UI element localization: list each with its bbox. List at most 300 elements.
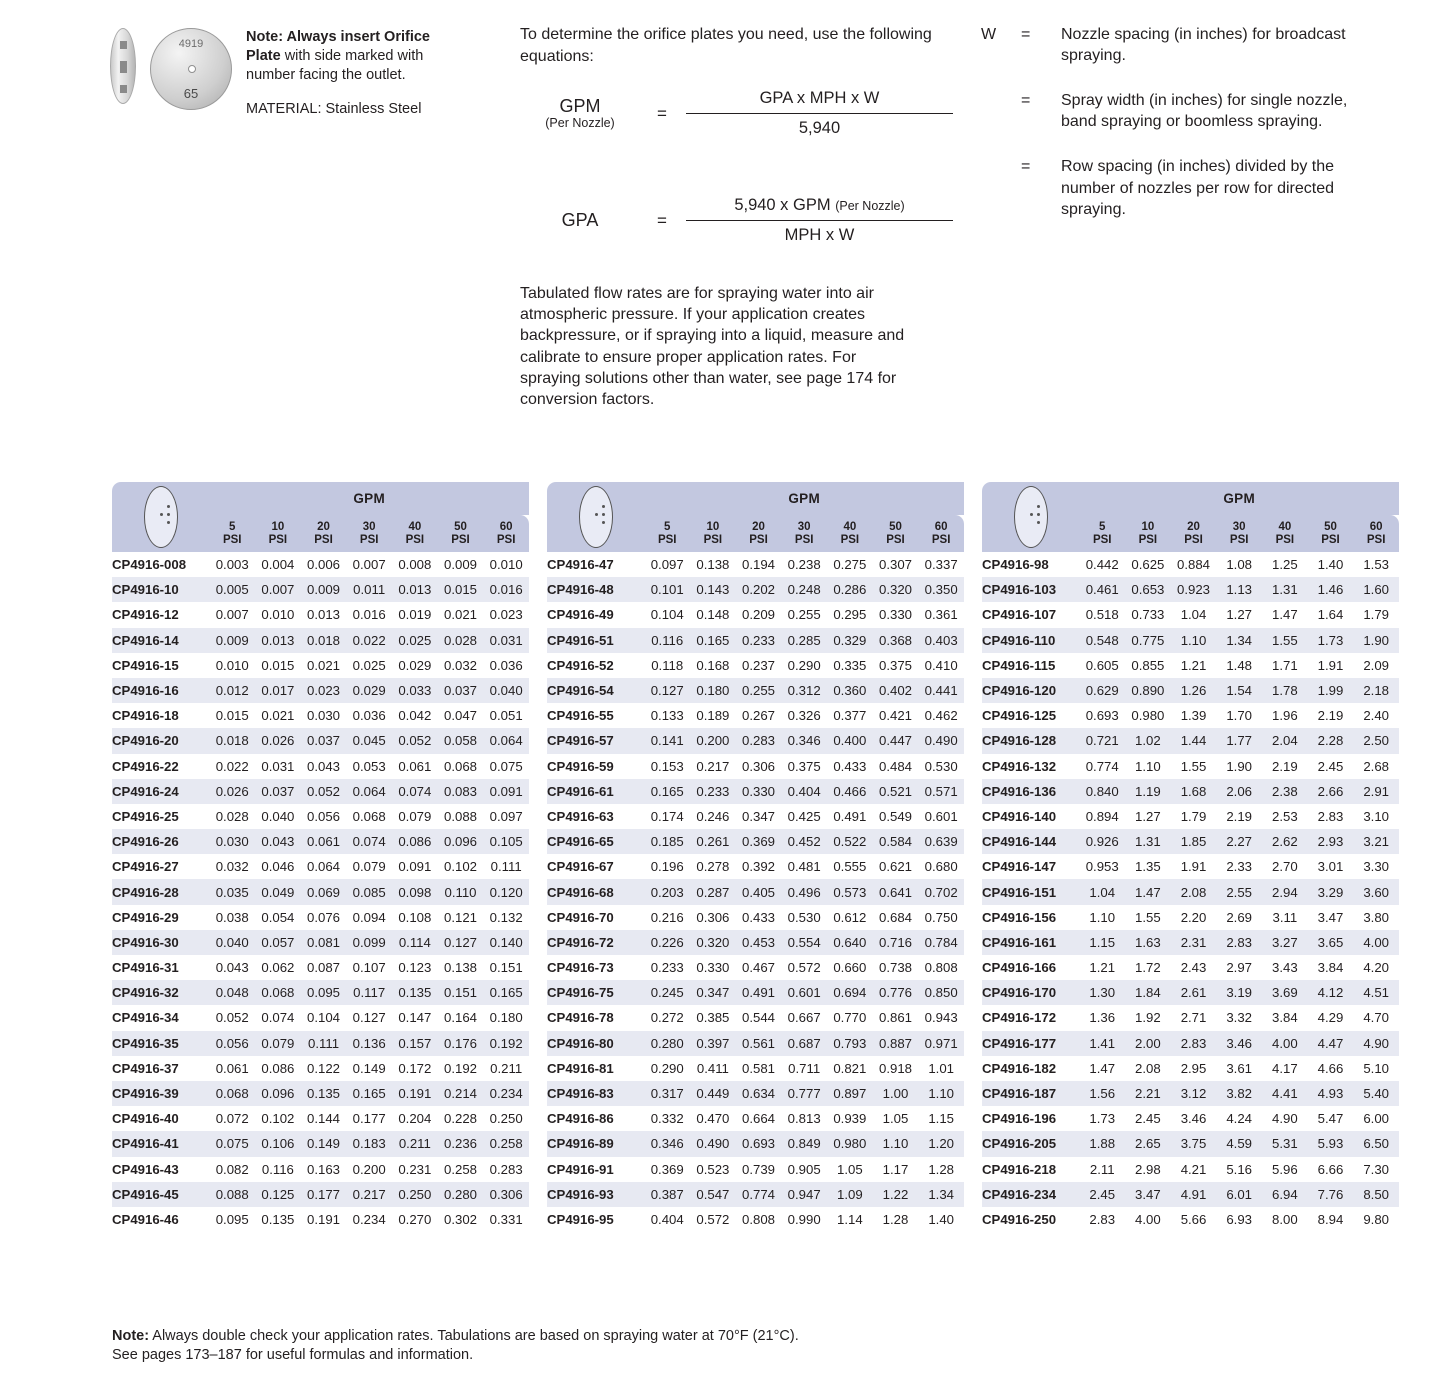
part-number: CP4916-170: [982, 980, 1079, 1005]
table-row: [982, 779, 1399, 804]
footer-note-bold: Note:: [112, 1327, 150, 1344]
part-number: CP4916-91: [547, 1161, 614, 1177]
flow-value-60psi: 3.60: [1353, 879, 1399, 904]
part-number: CP4916-18: [112, 708, 179, 724]
flow-value-60psi: 0.036: [489, 657, 523, 673]
flow-value-5psi: 0.233: [650, 960, 684, 976]
flow-value-50psi: 5.47: [1317, 1111, 1344, 1127]
flow-value-20psi: 0.405: [736, 879, 782, 904]
flow-value-30psi: 2.33: [1226, 859, 1253, 875]
gpm-label: GPM: [559, 96, 601, 117]
flow-value-30psi: 1.54: [1216, 678, 1262, 703]
flow-value-5psi: 2.83: [1089, 1211, 1116, 1227]
flow-value-60psi: 0.403: [918, 628, 964, 653]
flow-value-50psi: 0.402: [873, 678, 919, 703]
table-row: [982, 678, 1399, 703]
part-number: CP4916-32: [112, 980, 209, 1005]
note-body: with side marked with number facing the outlet.: [246, 48, 424, 84]
flow-value-30psi: 0.425: [787, 808, 821, 824]
table-row: [982, 1157, 1399, 1182]
flow-value-20psi: 2.20: [1180, 909, 1207, 925]
part-number: CP4916-26: [112, 829, 209, 854]
flow-value-20psi: 0.634: [736, 1081, 782, 1106]
flow-value-50psi: 0.320: [873, 577, 919, 602]
flow-value-20psi: 0.018: [301, 628, 347, 653]
flow-value-5psi: 0.009: [209, 628, 255, 653]
flow-value-20psi: 2.31: [1171, 930, 1217, 955]
flow-value-50psi: 1.73: [1308, 628, 1354, 653]
table-row: [982, 653, 1399, 678]
part-number: CP4916-95: [547, 1211, 614, 1227]
part-number: CP4916-73: [547, 960, 614, 976]
flow-value-10psi: 0.007: [255, 577, 301, 602]
flow-value-50psi: 2.45: [1317, 758, 1344, 774]
flow-value-60psi: 0.702: [918, 879, 964, 904]
flow-value-30psi: 0.036: [352, 708, 386, 724]
part-number: CP4916-49: [547, 607, 614, 623]
table-row: [982, 1131, 1399, 1156]
flow-value-40psi: 3.69: [1262, 980, 1308, 1005]
flow-value-60psi: 0.410: [924, 657, 958, 673]
flow-value-60psi: 1.10: [918, 1081, 964, 1106]
flow-value-40psi: 0.295: [833, 607, 867, 623]
flow-value-40psi: 1.31: [1262, 577, 1308, 602]
flow-value-60psi: 3.80: [1363, 909, 1389, 925]
flow-value-5psi: 0.052: [215, 1010, 249, 1026]
part-number: CP4916-147: [982, 859, 1057, 875]
w-equals-1: =: [1021, 26, 1031, 43]
flow-value-30psi: 0.530: [787, 909, 821, 925]
flow-value-30psi: 0.085: [346, 879, 392, 904]
table-row: [112, 804, 529, 829]
flow-value-50psi: 0.684: [878, 909, 912, 925]
flow-value-5psi: 2.11: [1089, 1161, 1115, 1177]
flow-value-10psi: 0.233: [690, 779, 736, 804]
table-row: [112, 628, 529, 653]
psi-header-60: 60 PSI: [918, 515, 964, 552]
flow-value-40psi: 0.157: [392, 1031, 438, 1056]
flow-value-10psi: 0.017: [255, 678, 301, 703]
flow-value-30psi: 0.029: [346, 678, 392, 703]
flow-value-20psi: 2.83: [1171, 1031, 1217, 1056]
flow-value-10psi: 2.65: [1125, 1131, 1171, 1156]
table-row: [547, 980, 964, 1005]
part-number: CP4916-93: [547, 1182, 644, 1207]
flow-value-40psi: 0.019: [398, 607, 432, 623]
flow-value-40psi: 3.84: [1272, 1010, 1298, 1026]
flow-value-40psi: 1.09: [827, 1182, 873, 1207]
flow-value-60psi: 1.34: [918, 1182, 964, 1207]
flow-value-50psi: 3.65: [1308, 930, 1354, 955]
flow-value-30psi: 0.496: [781, 879, 827, 904]
part-number: CP4916-120: [982, 678, 1079, 703]
flow-value-40psi: 0.433: [833, 758, 867, 774]
flow-value-30psi: 3.82: [1216, 1081, 1262, 1106]
psi-header-60: 60 PSI: [483, 515, 529, 552]
flow-value-10psi: 0.306: [696, 909, 730, 925]
flow-value-50psi: 1.05: [882, 1111, 909, 1127]
flow-value-30psi: 2.83: [1216, 930, 1262, 955]
flow-value-10psi: 1.02: [1125, 728, 1171, 753]
flow-value-5psi: 0.840: [1079, 779, 1125, 804]
flow-value-30psi: 1.34: [1216, 628, 1262, 653]
part-number: CP4916-54: [547, 678, 644, 703]
flow-value-40psi: 4.41: [1262, 1081, 1308, 1106]
flow-value-10psi: 2.45: [1135, 1111, 1161, 1127]
flow-value-30psi: 1.13: [1216, 577, 1262, 602]
flow-value-20psi: 0.664: [742, 1111, 776, 1127]
table-row: [112, 1207, 529, 1232]
flow-value-5psi: 0.548: [1079, 628, 1125, 653]
flow-value-20psi: 0.392: [742, 859, 776, 875]
orifice-icon-header: [547, 482, 644, 552]
flow-value-60psi: 0.051: [489, 708, 523, 724]
flow-value-30psi: 0.849: [781, 1131, 827, 1156]
flow-value-50psi: 0.164: [443, 1010, 477, 1026]
flow-value-30psi: 0.079: [352, 859, 386, 875]
flow-value-40psi: 1.78: [1262, 678, 1308, 703]
flow-value-60psi: 0.462: [924, 708, 958, 724]
flow-value-10psi: 0.015: [261, 657, 295, 673]
table-row: [547, 879, 964, 904]
flow-value-50psi: 0.192: [443, 1060, 477, 1076]
w-equals-3: =: [1021, 158, 1031, 176]
flow-value-60psi: 2.09: [1363, 657, 1389, 673]
flow-value-50psi: 4.93: [1308, 1081, 1354, 1106]
part-number: CP4916-107: [982, 607, 1057, 623]
flow-value-10psi: 0.330: [696, 960, 730, 976]
psi-header-50: 50 PSI: [873, 515, 919, 552]
table-row: [982, 829, 1399, 854]
flow-value-20psi: 0.087: [307, 960, 341, 976]
flow-value-10psi: 2.98: [1135, 1161, 1161, 1177]
flow-value-60psi: 0.180: [489, 1010, 523, 1026]
flow-value-60psi: 0.350: [918, 577, 964, 602]
flow-value-30psi: 0.777: [781, 1081, 827, 1106]
psi-header-60: 60 PSI: [1353, 515, 1399, 552]
flow-value-60psi: 1.53: [1363, 557, 1389, 573]
part-number: CP4916-196: [982, 1111, 1057, 1127]
table-row: [112, 1157, 529, 1182]
flow-value-5psi: 0.104: [650, 607, 684, 623]
flow-value-10psi: 0.010: [261, 607, 295, 623]
flow-value-30psi: 0.711: [788, 1060, 821, 1076]
note-heading-2: Plate: [246, 48, 281, 65]
part-number: CP4916-80: [547, 1031, 644, 1056]
table-row: [982, 1031, 1399, 1056]
table-row: [982, 955, 1399, 980]
flow-value-50psi: 0.887: [873, 1031, 919, 1056]
note-heading: Note: Always insert Orifice: [246, 29, 430, 45]
flow-value-5psi: 0.038: [215, 909, 249, 925]
psi-header-50: 50 PSI: [438, 515, 484, 552]
flow-value-40psi: 0.052: [392, 728, 438, 753]
table-row: [112, 728, 529, 753]
flow-value-30psi: 0.127: [352, 1010, 386, 1026]
flow-value-30psi: 0.064: [346, 779, 392, 804]
flow-value-10psi: 0.733: [1131, 607, 1165, 623]
flow-value-5psi: 0.097: [650, 557, 684, 573]
flow-value-5psi: 1.41: [1079, 1031, 1125, 1056]
flow-value-20psi: 0.491: [736, 980, 782, 1005]
flow-value-5psi: 0.774: [1085, 758, 1119, 774]
part-number: CP4916-20: [112, 728, 209, 753]
flow-value-10psi: 1.19: [1125, 779, 1171, 804]
flow-value-30psi: 6.93: [1226, 1211, 1253, 1227]
flow-value-50psi: 0.861: [878, 1010, 912, 1026]
flow-value-10psi: 2.00: [1125, 1031, 1171, 1056]
equations-column: [510, 24, 955, 410]
part-number: CP4916-78: [547, 1010, 614, 1026]
flow-value-5psi: 0.101: [644, 577, 690, 602]
flow-value-20psi: 3.75: [1171, 1131, 1217, 1156]
table-row: [112, 854, 529, 879]
gpm-equals-sign: =: [657, 103, 667, 123]
flow-value-5psi: 0.280: [644, 1031, 690, 1056]
flow-value-10psi: 0.246: [696, 808, 730, 824]
flow-value-50psi: 0.021: [443, 607, 477, 623]
flow-value-40psi: 0.491: [833, 808, 867, 824]
flow-value-5psi: 0.332: [650, 1111, 684, 1127]
part-number: CP4916-51: [547, 628, 644, 653]
flow-value-60psi: 0.010: [489, 557, 523, 573]
flow-value-40psi: 0.793: [827, 1031, 873, 1056]
flow-value-30psi: 0.572: [787, 960, 821, 976]
table-row: [982, 728, 1399, 753]
flow-value-20psi: 0.095: [301, 980, 347, 1005]
equations-intro: To determine the orifice plates you need, use the following equations:: [520, 26, 932, 65]
flow-value-30psi: 0.016: [352, 607, 386, 623]
flow-value-10psi: 0.523: [696, 1161, 730, 1177]
flow-value-20psi: 0.306: [742, 758, 776, 774]
flow-value-20psi: 1.26: [1171, 678, 1217, 703]
flow-value-40psi: 0.400: [827, 728, 873, 753]
flow-value-10psi: 0.057: [255, 930, 301, 955]
flow-value-40psi: 4.00: [1262, 1031, 1308, 1056]
table-row: [982, 980, 1399, 1005]
flow-value-10psi: 0.165: [690, 628, 736, 653]
gpm-numerator: GPA x MPH x W: [759, 89, 880, 108]
table-row: [112, 829, 529, 854]
flow-value-60psi: 0.120: [483, 879, 529, 904]
flow-value-20psi: 0.739: [742, 1161, 776, 1177]
part-number: CP4916-144: [982, 829, 1079, 854]
flow-value-50psi: 0.584: [873, 829, 919, 854]
flow-value-30psi: 0.068: [352, 808, 386, 824]
table-row: [547, 1157, 964, 1182]
flow-value-5psi: 0.040: [209, 930, 255, 955]
flow-value-10psi: 2.21: [1125, 1081, 1171, 1106]
flow-value-50psi: 0.028: [438, 628, 484, 653]
flow-value-20psi: 0.369: [736, 829, 782, 854]
flow-value-5psi: 1.21: [1089, 960, 1116, 976]
flow-value-5psi: 0.196: [650, 859, 684, 875]
flow-value-60psi: 0.165: [483, 980, 529, 1005]
flow-value-50psi: 4.29: [1317, 1010, 1344, 1026]
table-row: [547, 1182, 964, 1207]
gpm-sublabel: (Per Nozzle): [545, 116, 615, 131]
flow-value-10psi: 1.92: [1135, 1010, 1161, 1026]
flow-value-30psi: 0.248: [781, 577, 827, 602]
flow-value-10psi: 1.63: [1125, 930, 1171, 955]
flow-value-5psi: 0.072: [215, 1111, 249, 1127]
part-number: CP4916-57: [547, 728, 644, 753]
flow-value-10psi: 1.84: [1125, 980, 1171, 1005]
flow-value-10psi: 0.449: [690, 1081, 736, 1106]
flow-value-60psi: 0.601: [924, 808, 958, 824]
flow-value-60psi: 0.490: [918, 728, 964, 753]
flow-value-60psi: 0.283: [489, 1161, 523, 1177]
flow-value-20psi: 1.68: [1171, 779, 1217, 804]
gpa-numerator: 5,940 x GPM: [734, 196, 831, 215]
part-number: CP4916-151: [982, 879, 1079, 904]
flow-value-40psi: 1.71: [1272, 657, 1298, 673]
table-row: [547, 1207, 964, 1232]
flow-value-50psi: 1.64: [1317, 607, 1344, 623]
flow-value-10psi: 0.106: [255, 1131, 301, 1156]
flow-value-40psi: 0.270: [398, 1211, 432, 1227]
flow-value-20psi: 0.191: [307, 1211, 341, 1227]
table-row: [982, 879, 1399, 904]
flow-value-60psi: 0.031: [483, 628, 529, 653]
flow-value-50psi: 8.94: [1317, 1211, 1344, 1227]
flow-value-20psi: 0.023: [301, 678, 347, 703]
plate-number-bottom: 65: [183, 86, 199, 101]
flow-value-40psi: 5.96: [1272, 1161, 1298, 1177]
flow-value-20psi: 0.544: [742, 1010, 776, 1026]
gpm-equation: [520, 89, 955, 138]
table-row: [547, 905, 964, 930]
gpa-equals-sign: =: [657, 210, 667, 230]
flow-value-50psi: 1.17: [882, 1161, 909, 1177]
table-row: [112, 703, 529, 728]
table-row: [982, 1182, 1399, 1207]
flow-value-40psi: 2.62: [1262, 829, 1308, 854]
flow-value-30psi: 0.183: [346, 1131, 392, 1156]
flow-value-5psi: 0.003: [215, 557, 249, 573]
flow-value-30psi: 0.200: [352, 1161, 386, 1177]
flow-value-5psi: 0.088: [209, 1182, 255, 1207]
gpa-label: GPA: [561, 210, 599, 231]
part-number: CP4916-177: [982, 1031, 1079, 1056]
flow-value-60psi: 0.140: [483, 930, 529, 955]
part-number: CP4916-132: [982, 758, 1057, 774]
flow-value-30psi: 3.46: [1216, 1031, 1262, 1056]
flow-value-20psi: 0.177: [301, 1182, 347, 1207]
flow-value-40psi: 8.00: [1272, 1211, 1298, 1227]
flow-value-50psi: 0.280: [438, 1182, 484, 1207]
flow-value-10psi: 0.572: [696, 1211, 730, 1227]
flow-value-40psi: 0.335: [833, 657, 867, 673]
flow-value-5psi: 0.032: [215, 859, 249, 875]
flow-value-20psi: 0.202: [736, 577, 782, 602]
w-definitions-column: [955, 24, 1385, 410]
flow-value-20psi: 1.10: [1171, 628, 1217, 653]
flow-rate-tables: [0, 482, 1445, 1232]
flow-value-20psi: 0.144: [307, 1111, 341, 1127]
flow-value-50psi: 0.738: [878, 960, 912, 976]
flow-value-40psi: 0.275: [833, 557, 867, 573]
flow-value-20psi: 0.884: [1177, 557, 1211, 573]
table-row: [112, 653, 529, 678]
flow-value-50psi: 2.28: [1308, 728, 1354, 753]
flow-value-30psi: 0.255: [787, 607, 821, 623]
flow-value-30psi: 0.007: [352, 557, 386, 573]
note-text-block: [246, 24, 461, 410]
flow-value-60psi: 0.258: [483, 1131, 529, 1156]
flow-value-60psi: 1.01: [928, 1060, 954, 1076]
flow-value-5psi: 0.043: [215, 960, 249, 976]
flow-value-50psi: 1.22: [873, 1182, 919, 1207]
part-number: CP4916-140: [982, 808, 1057, 824]
flow-value-50psi: 0.127: [438, 930, 484, 955]
part-number: CP4916-61: [547, 779, 644, 804]
flow-value-40psi: 2.04: [1262, 728, 1308, 753]
flow-value-5psi: 0.245: [644, 980, 690, 1005]
flow-value-5psi: 0.022: [215, 758, 249, 774]
flow-value-5psi: 0.272: [650, 1010, 684, 1026]
flow-value-5psi: 0.082: [215, 1161, 249, 1177]
table-row: [547, 703, 964, 728]
part-number: CP4916-182: [982, 1060, 1057, 1076]
flow-value-40psi: 2.53: [1272, 808, 1298, 824]
flow-value-30psi: 1.70: [1226, 708, 1253, 724]
flow-value-60psi: 2.50: [1353, 728, 1399, 753]
flow-value-20psi: 0.037: [301, 728, 347, 753]
gpm-denominator: 5,940: [798, 119, 841, 138]
table-row: [547, 628, 964, 653]
flow-value-20psi: 0.043: [307, 758, 341, 774]
flow-value-50psi: 0.088: [443, 808, 477, 824]
flow-value-40psi: 6.94: [1262, 1182, 1308, 1207]
psi-header-5: 5 PSI: [1079, 515, 1125, 552]
orifice-plate-icon: [1014, 486, 1048, 548]
flow-value-30psi: 2.97: [1226, 960, 1253, 976]
flow-value-40psi: 0.612: [833, 909, 867, 925]
flow-value-20psi: 0.467: [742, 960, 776, 976]
flow-value-10psi: 0.547: [690, 1182, 736, 1207]
flow-value-40psi: 2.94: [1262, 879, 1308, 904]
table-row: [982, 1106, 1399, 1131]
flow-value-40psi: 0.821: [833, 1060, 867, 1076]
table-row: [547, 728, 964, 753]
flow-value-10psi: 1.27: [1135, 808, 1161, 824]
flow-table: [982, 482, 1399, 1232]
flow-value-50psi: 4.12: [1308, 980, 1354, 1005]
orifice-plate-icon: [579, 486, 613, 548]
table-row: [982, 1005, 1399, 1030]
flow-value-60psi: 3.30: [1363, 859, 1389, 875]
flow-value-40psi: 0.098: [392, 879, 438, 904]
flow-value-5psi: 1.30: [1079, 980, 1125, 1005]
flow-value-30psi: 0.025: [352, 657, 386, 673]
flow-value-40psi: 0.231: [398, 1161, 432, 1177]
flow-value-50psi: 4.47: [1308, 1031, 1354, 1056]
flow-value-5psi: 0.165: [644, 779, 690, 804]
flow-value-60psi: 8.50: [1353, 1182, 1399, 1207]
flow-value-5psi: 0.030: [209, 829, 255, 854]
flow-value-20psi: 1.79: [1180, 808, 1207, 824]
table-row: [547, 804, 964, 829]
flow-value-5psi: 0.056: [209, 1031, 255, 1056]
flow-value-10psi: 0.189: [696, 708, 730, 724]
flow-value-10psi: 0.625: [1131, 557, 1165, 573]
orifice-plate-face-view-icon: [150, 28, 232, 110]
table-row: [112, 602, 529, 627]
flow-value-5psi: 1.04: [1079, 879, 1125, 904]
flow-value-10psi: 0.385: [696, 1010, 730, 1026]
flow-value-20psi: 2.61: [1171, 980, 1217, 1005]
